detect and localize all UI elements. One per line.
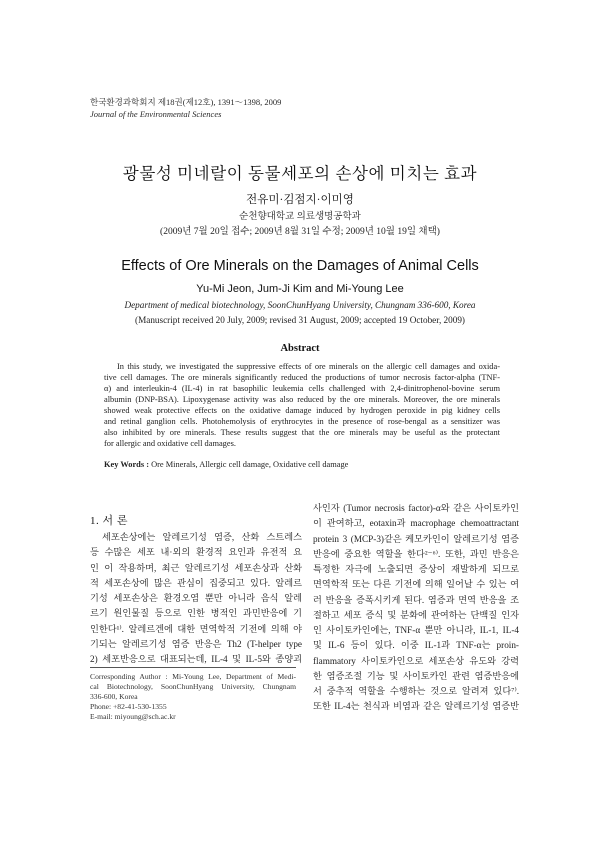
abstract-line: showed weak protective effects on the oxidative damage induced by hydrogen peroxide in pig kidney cells: [104, 406, 500, 415]
body-line: 등 수많은 세포 내·외의 환경적 요인과 유전적 요: [90, 547, 302, 558]
body-line: 인 이 작용하며, 최근 알레르기성 세포손상과 산화: [90, 562, 302, 573]
footnote-divider: [90, 667, 296, 668]
body-line: 인 사이토카인에는, TNF-α 뿐만 아니라, IL-1, IL-4: [313, 625, 519, 635]
body-line: 르기 원인물질 등으로 인한 병적인 과민반응에 기: [90, 608, 302, 619]
footnote-line: 336-600, Korea: [90, 692, 138, 701]
body-line: 기되는 알레르기성 염증 반응은 Th2 (T-helper type: [90, 638, 302, 649]
abstract-line: and retinal ganglion cells. Photohemolysis of erythrocytes in the presence of rose-bengal as a sensitizer was: [104, 417, 500, 426]
body-line: 반응에 중요한 역할을 한다²⁻⁶⁾. 또한, 과민 반응은: [313, 548, 519, 559]
section-heading-introduction: 1. 서 론: [90, 515, 129, 527]
affiliation-korean: 순천향대학교 의료생명공학과: [239, 212, 361, 222]
abstract-heading: Abstract: [280, 343, 320, 354]
abstract-line: albumin (DNP-BSA). Lipoxygenase activity was also reduced by the ore minerals. Moreover, the ore minerals: [104, 395, 500, 404]
body-line: 이 관여하고, eotaxin과 macrophage chemoattractant: [313, 518, 519, 529]
affiliation-english: Department of medical biotechnology, SoonChunHyang University, Chungnam 336-600, Korea: [124, 300, 476, 310]
footnote-line: cal Biotechnology, SoonChunHyang University, Chungnam: [90, 682, 296, 691]
body-column-right: [313, 501, 519, 715]
body-line: flammatory 사이토카인으로 세포손상 유도와 강력: [313, 655, 519, 666]
authors-korean: 전유미·김점지·이미영: [246, 194, 354, 206]
abstract-line: tive cell damages. The ore minerals significantly reduced the productions of tumor necrosis factor-alpha (TNF-: [104, 373, 500, 382]
abstract-line: also inhibited by ore minerals. These results suggest that the ore minerals may be useful as the protectant: [104, 428, 500, 437]
keywords-text: Ore Minerals, Allergic cell damage, Oxidative cell damage: [148, 460, 349, 469]
body-line: 2) 세포반응으로 대표되는데, IL-4 및 IL-5와 종양괴: [90, 654, 302, 664]
body-line: 적 세포손상에 많은 관심이 집중되고 있다. 알레르: [90, 577, 302, 588]
body-line: 한 염증조절 기능 및 사이토카인 관련 염증반응에: [313, 670, 519, 681]
body-line: 절하고 세포 증식 및 분화에 관여하는 단백질 인자: [313, 609, 519, 620]
body-line: 인한다¹⁾. 알레르겐에 대한 면역학적 기전에 의해 야: [90, 623, 302, 634]
corresponding-author-footnote: [90, 672, 296, 722]
journal-citation: 한국환경과학회지 제18권(제12호), 1391～1398, 2009: [90, 97, 282, 107]
footnote-email: E-mail: miyoung@sch.ac.kr: [90, 712, 176, 721]
body-line: 또한 IL-4는 천식과 비염과 같은 알레르기성 염증반: [313, 701, 519, 712]
body-line: 러 반응을 증폭시키게 된다. 염증과 면역 반응을 조: [313, 594, 519, 605]
keywords: [104, 460, 348, 469]
journal-info: [90, 97, 281, 120]
footnote-line: Corresponding Author : Mi-Young Lee, Department of Medi-: [90, 672, 296, 681]
abstract-body: [104, 361, 500, 449]
footnote-phone: Phone: +82-41-530-1355: [90, 702, 167, 711]
body-line: 서 중추적 역할을 수행하는 것으로 알려져 있다⁷⁾.: [313, 686, 519, 696]
body-line: 특정한 자극에 노출되면 증상이 재발하게 되므로: [313, 564, 519, 574]
abstract-line: In this study, we investigated the suppressive effects of ore minerals on the allergic cell damages and oxida-: [117, 362, 500, 371]
received-dates-english: (Manuscript received 20 July, 2009; revised 31 August, 2009; accepted 19 October, 2009): [135, 315, 465, 325]
keywords-label: Key Words :: [104, 460, 149, 469]
authors-english: Yu-Mi Jeon, Jum-Ji Kim and Mi-Young Lee: [196, 283, 404, 295]
received-dates-korean: (2009년 7월 20일 접수; 2009년 8월 31일 수정; 2009년 10월 19일 채택): [160, 227, 440, 237]
title-english: Effects of Ore Minerals on the Damages of Animal Cells: [121, 258, 479, 274]
body-line: 세포손상에는 알레르기성 염증, 산화 스트레스: [102, 532, 302, 542]
journal-name: Journal of the Environmental Sciences: [90, 108, 222, 119]
body-line: 면역학적 또는 다른 기전에 의해 일어날 수 있는 여: [313, 579, 519, 590]
body-line: 기성 세포손상은 환경오염 뿐만 아니라 음식 알레: [90, 593, 302, 603]
title-korean: 광물성 미네랄이 동물세포의 손상에 미치는 효과: [122, 164, 478, 183]
body-line: protein 3 (MCP-3)같은 케모카인이 알레르기성 염증: [313, 533, 519, 544]
body-column-left: [90, 530, 302, 667]
abstract-line: α) and interleukin-4 (IL-4) in rat basophilic leukemia cells challenged with 2,4-dinitrophenol-bovine serum: [104, 384, 500, 393]
body-line: 사인자 (Tumor necrosis factor)-α와 같은 사이토카인: [313, 503, 519, 513]
body-line: 및 IL-6 등이 있다. 이중 IL-1과 TNF-α는 proin-: [313, 640, 519, 651]
abstract-line: for allergic and oxidative cell damages.: [104, 439, 236, 448]
